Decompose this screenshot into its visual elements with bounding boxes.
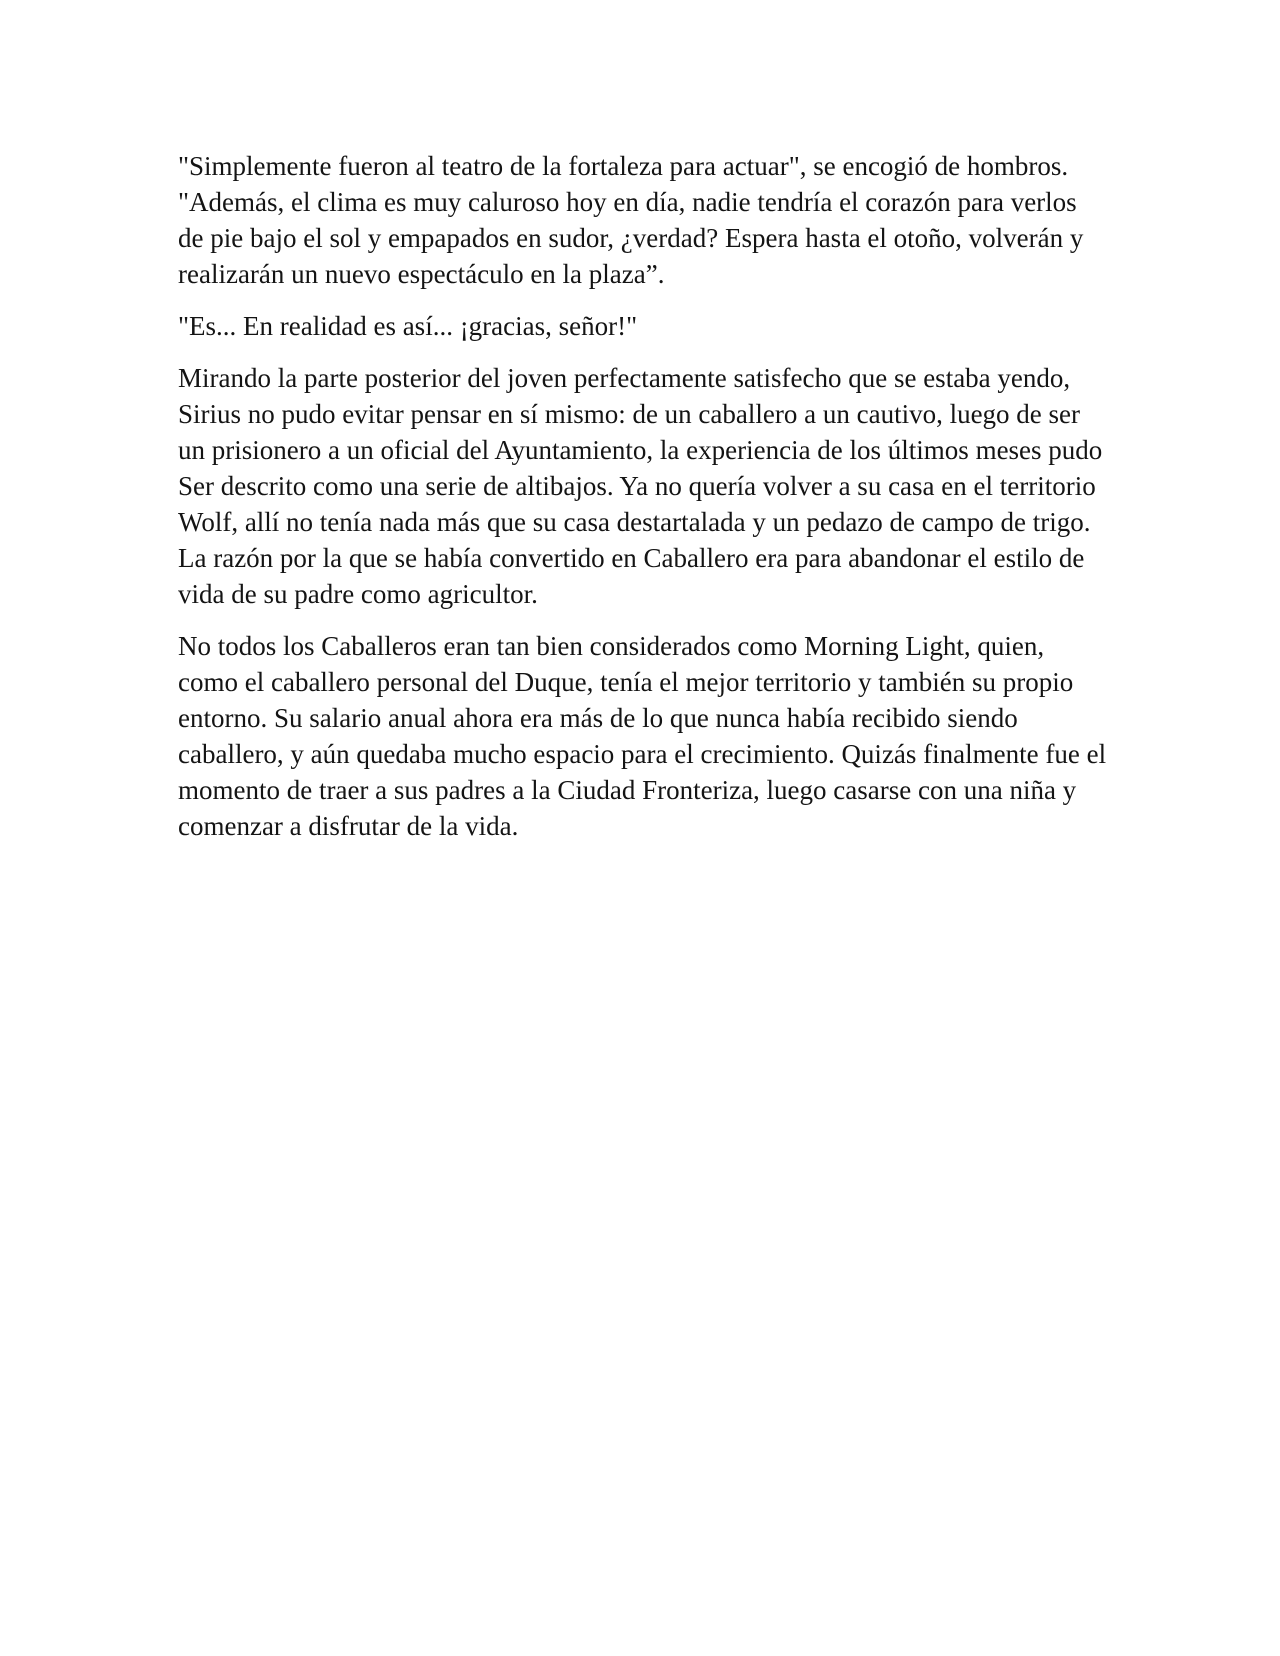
paragraph: Mirando la parte posterior del joven perfectamente satisfecho que se estaba yendo, Sirius no pudo evitar pensar en sí mismo: de un caballero a un cautivo, luego de ser un prisionero a un oficial del Ayuntamiento, la experiencia de los últimos meses pudo Ser descrito como una serie de altibajos. Ya no quería volver a su casa en el territorio Wolf, allí no tenía nada más que su casa destartalada y un pedazo de campo de trigo. La razón por la que se había convertido en Caballero era para abandonar el estilo de vida de su padre como agricultor. <box>178 363 1103 609</box>
paragraph: "Es... En realidad es así... ¡gracias, señor!" <box>178 311 638 341</box>
paragraph: No todos los Caballeros eran tan bien considerados como Morning Light, quien, como el caballero personal del Duque, tenía el mejor territorio y también su propio entorno. Su salario anual ahora era más de lo que nunca había recibido siendo caballero, y aún quedaba mucho espacio para el crecimiento. Quizás finalmente fue el momento de traer a sus padres a la Ciudad Fronteriza, luego casarse con una niña y comenzar a disfrutar de la vida. <box>178 631 1107 841</box>
paragraph: "Simplemente fueron al teatro de la fortaleza para actuar", se encogió de hombros. "Además, el clima es muy caluroso hoy en día, nadie tendría el corazón para verlos de pie bajo el sol y empapados en sudor, ¿verdad? Espera hasta el otoño, volverán y realizarán un nuevo espectáculo en la plaza”. <box>178 151 1084 289</box>
document-body <box>178 148 1108 860</box>
